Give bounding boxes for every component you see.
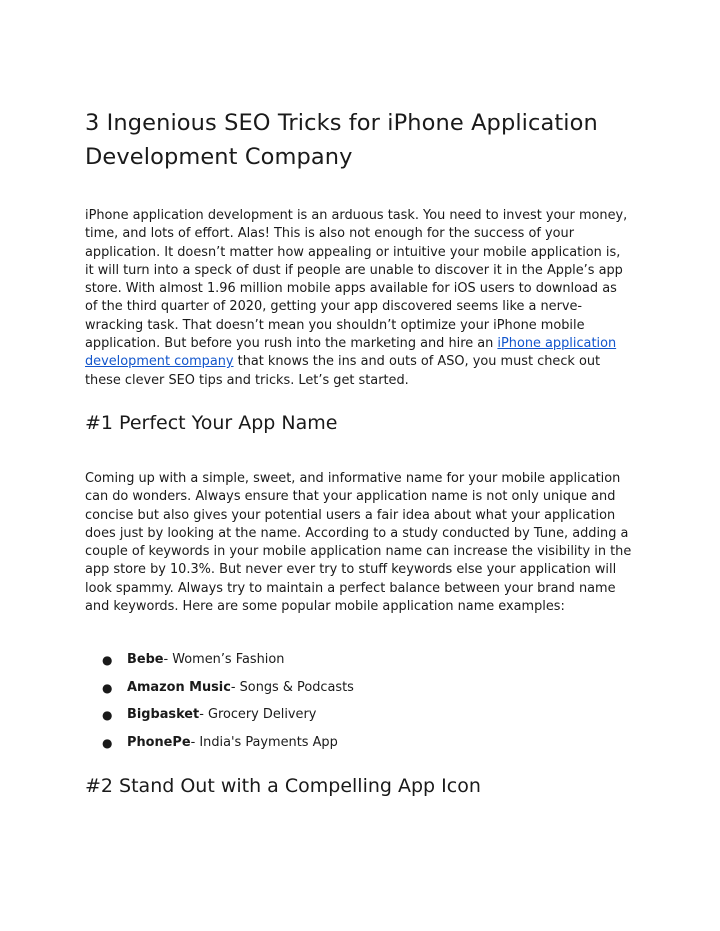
example-app-description: - Songs & Podcasts bbox=[230, 679, 354, 695]
iphone-app-development-company-link[interactable]: iPhone application development company bbox=[85, 336, 617, 370]
example-app-name: Bigbasket bbox=[127, 707, 200, 722]
bullet-icon: ● bbox=[102, 653, 113, 667]
example-app-description: - Grocery Delivery bbox=[199, 707, 317, 722]
bullet-icon: ● bbox=[102, 708, 113, 722]
list-item bbox=[85, 650, 354, 678]
example-app-description: - Women’s Fashion bbox=[163, 652, 285, 667]
example-app-name: Amazon Music bbox=[127, 679, 231, 695]
intro-text-before-link: iPhone application development is an arduous task. You need to invest your money, time, and lots of effort. Alas! This is also not enough for the success of your application. It doesn’t matter how appealing or intuitive your mobile application is, it will turn into a speck of dust if people are unable to discover it in the Apple’s app store. With almost 1.96 million mobile apps available for iOS users to download as of the third quarter of 2020, getting your app discovered seems like a nerve-wracking task. That doesn’t mean you shouldn’t optimize your iPhone mobile application. But before you rush into the marketing and hire an bbox=[85, 208, 628, 352]
app-name-examples-list bbox=[85, 650, 354, 760]
example-app-name: Bebe bbox=[127, 652, 164, 667]
section-heading-app-icon: #2 Stand Out with a Compelling App Icon bbox=[85, 775, 481, 797]
list-item bbox=[85, 705, 354, 733]
bullet-icon: ● bbox=[102, 680, 113, 695]
example-app-description: - India's Payments App bbox=[190, 734, 338, 750]
list-item bbox=[85, 678, 354, 706]
intro-paragraph bbox=[85, 207, 633, 390]
section-heading-app-name: #1 Perfect Your App Name bbox=[85, 412, 338, 434]
example-app-name: PhonePe bbox=[127, 734, 191, 750]
intro-text-after-link: that knows the ins and outs of ASO, you must check out these clever SEO tips and tricks. Let’s get started. bbox=[85, 354, 601, 388]
section-paragraph-app-name: Coming up with a simple, sweet, and informative name for your mobile application can do wonders. Always ensure that your application name is not only unique and concise but also gives your potential users a fair idea about what your application does just by looking at the name. According to a study conducted by Tune, adding a couple of keywords in your mobile application name can increase the visibility in the app store by 10.3%. But never ever try to stuff keywords else your application will look spammy. Always try to maintain a perfect balance between your brand name and keywords. Here are some popular mobile application name examples: bbox=[85, 471, 632, 615]
bullet-icon: ● bbox=[102, 735, 113, 750]
document-title: 3 Ingenious SEO Tricks for iPhone Application Development Company bbox=[85, 110, 598, 170]
list-item bbox=[85, 733, 354, 761]
